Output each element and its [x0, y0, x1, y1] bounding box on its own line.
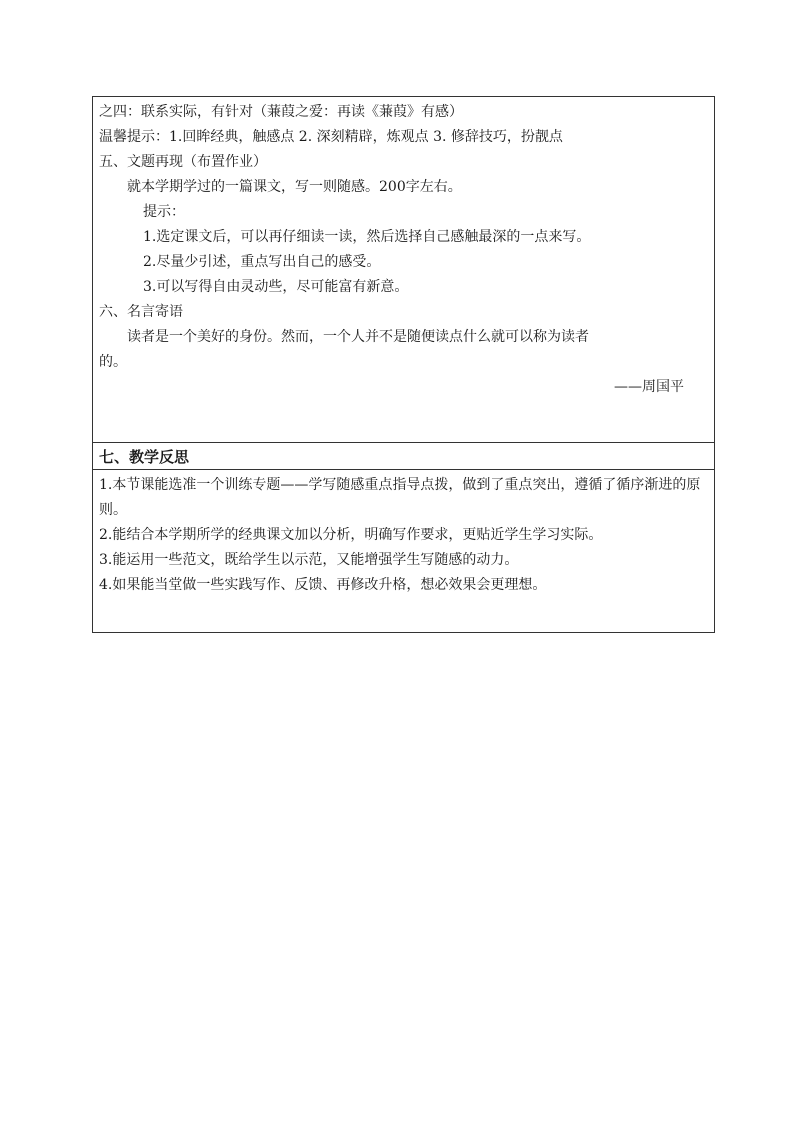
- lesson-line: 六、名言寄语: [99, 304, 183, 320]
- lesson-table: [92, 96, 715, 633]
- reflection-item: 2.能结合本学期所学的经典课文加以分析，明确写作要求，更贴近学生学习实际。: [99, 527, 603, 543]
- lesson-line: 温馨提示：1.回眸经典，触感点 2. 深刻精辟，炼观点 3. 修辞技巧，扮靓点: [99, 129, 563, 145]
- reflection-content-cell: [93, 470, 714, 632]
- lesson-line: 提示：: [143, 204, 185, 220]
- reflection-item: 4.如果能当堂做一些实践写作、反馈、再修改升格，想必效果会更理想。: [99, 577, 547, 593]
- quote-author: ——周国平: [614, 379, 684, 395]
- lesson-line: 之四：联系实际，有针对（蒹葭之爱：再读《蒹葭》有感）: [99, 104, 463, 120]
- lesson-content-cell: [93, 97, 714, 443]
- reflection-heading: 七、教学反思: [99, 448, 190, 466]
- quote-text: 读者是一个美好的身份。然而，一个人并不是随便读点什么就可以称为读者: [127, 329, 589, 345]
- reflection-item: 1.本节课能选准一个训练专题——学写随感重点指导点拨，做到了重点突出，遵循了循序渐进的原则。: [99, 477, 701, 518]
- lesson-line: 3.可以写得自由灵动些，尽可能富有新意。: [143, 279, 409, 295]
- quote-text-continued: 的。: [99, 354, 127, 370]
- reflection-heading-cell: [93, 443, 714, 470]
- lesson-line: 就本学期学过的一篇课文，写一则随感。200字左右。: [127, 179, 462, 195]
- lesson-line: 1.选定课文后，可以再仔细读一读，然后选择自己感触最深的一点来写。: [143, 229, 591, 245]
- lesson-line: 2.尽量少引述，重点写出自己的感受。: [143, 254, 381, 270]
- lesson-line: 五、文题再现（布置作业）: [99, 154, 267, 170]
- reflection-item: 3.能运用一些范文，既给学生以示范，又能增强学生写随感的动力。: [99, 552, 519, 568]
